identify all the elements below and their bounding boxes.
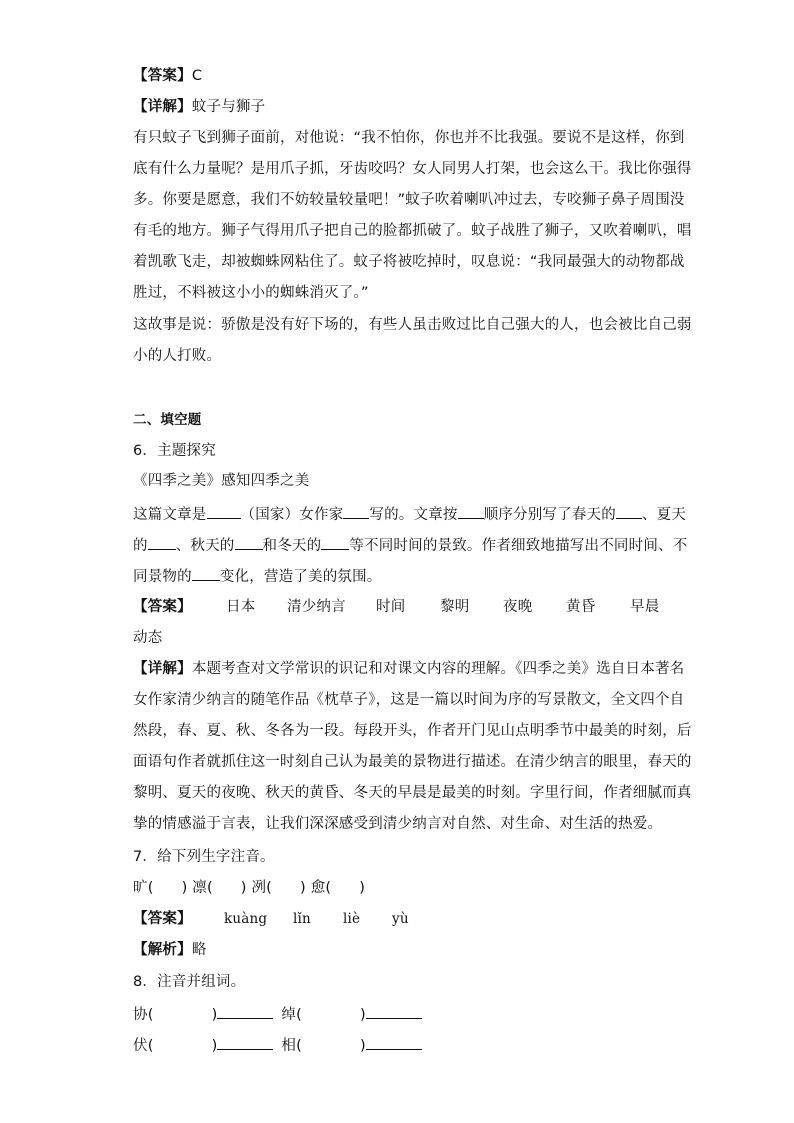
- detail-line: 面语句作者就抓住这一时刻自己认为最美的景物进行描述。在清少纳言的眼里，春天的: [133, 754, 692, 770]
- analysis-value: 略: [191, 942, 207, 958]
- fill-blank[interactable]: [616, 503, 642, 519]
- detail-title: 蚊子与狮子: [191, 99, 266, 115]
- detail-line: 女作家清少纳言的随笔作品《枕草子》，这是一篇以时间为序的写景散文，全文四个自: [133, 692, 685, 708]
- answer-item: liè: [343, 911, 361, 927]
- fill-text: 变化，营造了美的氛围。: [219, 569, 382, 585]
- fill-text: （国家）女作家: [240, 507, 344, 523]
- q7-title: 7．给下列生字注音。: [133, 849, 275, 865]
- char: 愈: [310, 880, 326, 896]
- char: 冽: [251, 880, 267, 896]
- char: 协: [133, 1007, 148, 1023]
- fill-line: [133, 565, 382, 587]
- answer-label: 【答案】: [133, 599, 192, 615]
- word-blank[interactable]: [217, 1003, 273, 1019]
- answer-item: lǐn: [293, 911, 311, 927]
- fill-text: 写的。文章按: [369, 507, 458, 523]
- char: 旷: [133, 880, 148, 896]
- fill-blank[interactable]: [148, 534, 176, 550]
- q6-detail-line: [133, 659, 685, 679]
- fill-text: 这篇文章是: [133, 507, 207, 523]
- char: 凛: [192, 880, 207, 896]
- q7-chars-row: 旷( ) 凛( ) 冽( ) 愈( ): [133, 880, 366, 896]
- fill-blank[interactable]: [207, 503, 241, 519]
- detail-line: 然段，春、夏、秋、冬各为一段。每段开头，作者开门见山点明季节中最美的时刻，后: [133, 723, 692, 739]
- answer-item: yù: [392, 911, 409, 927]
- answer-item: kuàng: [224, 911, 268, 927]
- fill-blank[interactable]: [192, 565, 220, 581]
- story-line: 底有什么力量呢？是用爪子抓，牙齿咬吗？女人同男人打架，也会这么干。我比你强得: [133, 161, 692, 177]
- detail-text: 本题考查对文学常识的识记和对课文内容的理解。《四季之美》选自日本著名: [191, 661, 685, 677]
- q6-title: 6．主题探究: [133, 443, 216, 459]
- char: 绰: [281, 1007, 297, 1023]
- word-blank[interactable]: [366, 1034, 422, 1050]
- q6-answer-row: [133, 597, 661, 617]
- section-heading: 二、填空题: [133, 412, 202, 428]
- fill-text: 和冬天的: [262, 538, 322, 554]
- word-blank[interactable]: [217, 1034, 273, 1050]
- fill-blank[interactable]: [458, 503, 484, 519]
- answer-item: 早晨: [630, 599, 660, 615]
- story-line: 有毛的地方。狮子气得用爪子把自己的脸都抓破了。蚊子战胜了狮子，又吹着喇叭，唱: [133, 223, 692, 239]
- q5-detail: [133, 97, 265, 117]
- q7-answer-row: [133, 909, 661, 929]
- detail-line: 挚的情感溢于言表，让我们深深感受到清少纳言对自然、对生命、对生活的热爱。: [133, 816, 663, 832]
- q8-row: 协( ) 绰( ): [133, 1003, 422, 1025]
- answer-item: 黄昏: [566, 599, 596, 615]
- answer-item: 动态: [133, 630, 163, 646]
- fill-text: 顺序分别写了春天的: [483, 507, 616, 523]
- fill-blank[interactable]: [343, 503, 369, 519]
- answer-item: 夜晚: [503, 599, 533, 615]
- detail-line: 黎明、夏天的夜晚、秋天的黄昏、冬天的早晨是最美的时刻。字里行间，作者细腻而真: [133, 785, 692, 801]
- q8-title: 8．注音并组词。: [133, 974, 246, 990]
- story-line: 着凯歌飞走，却被蜘蛛网粘住了。蚊子将被吃掉时，叹息说：“我同最强大的动物都战: [133, 254, 685, 270]
- fill-text: 等不同时间的景致。作者细致地描写出不同时间、不: [349, 538, 688, 554]
- q5-answer: [133, 66, 202, 86]
- fill-line: [133, 503, 687, 525]
- fill-blank[interactable]: [235, 534, 263, 550]
- q7-analysis: [133, 940, 207, 960]
- answer-label: 【答案】: [133, 68, 192, 84]
- fill-blank[interactable]: [321, 534, 349, 550]
- detail-label: 【详解】: [133, 661, 192, 677]
- answer-item: 日本: [226, 599, 256, 615]
- fill-text: 同景物的: [133, 569, 192, 585]
- moral-line: 这故事是说：骄傲是没有好下场的，有些人虽击败过比自己强大的人，也会被比自己弱: [133, 317, 692, 333]
- story-line: 胜过，不料被这小小的蜘蛛消灭了。”: [133, 285, 369, 301]
- detail-label: 【详解】: [133, 99, 192, 115]
- story-line: 多。你要是愿意，我们不妨较量较量吧！”蚊子吹着喇叭冲过去，专咬狮子鼻子周围没: [133, 192, 685, 208]
- word-blank[interactable]: [366, 1003, 422, 1019]
- answer-item: 时间: [376, 599, 406, 615]
- char: 伏: [133, 1038, 148, 1054]
- answer-item: 黎明: [440, 599, 470, 615]
- analysis-label: 【解析】: [133, 942, 192, 958]
- fill-text: 、夏天: [641, 507, 687, 523]
- answer-value: C: [191, 68, 203, 84]
- story-line: 有只蚊子飞到狮子面前，对他说：“我不怕你，你也并不比我强。要说不是这样，你到: [133, 130, 685, 146]
- q8-row: 伏( ) 相( ): [133, 1034, 422, 1056]
- q6-subtitle: 《四季之美》感知四季之美: [133, 473, 310, 489]
- char: 相: [281, 1038, 297, 1054]
- fill-text: 的: [133, 538, 148, 554]
- answer-item: 清少纳言: [287, 599, 346, 615]
- moral-line: 小的人打败。: [133, 348, 222, 364]
- fill-line: [133, 534, 688, 556]
- fill-text: 、秋天的: [175, 538, 235, 554]
- answer-label: 【答案】: [133, 911, 192, 927]
